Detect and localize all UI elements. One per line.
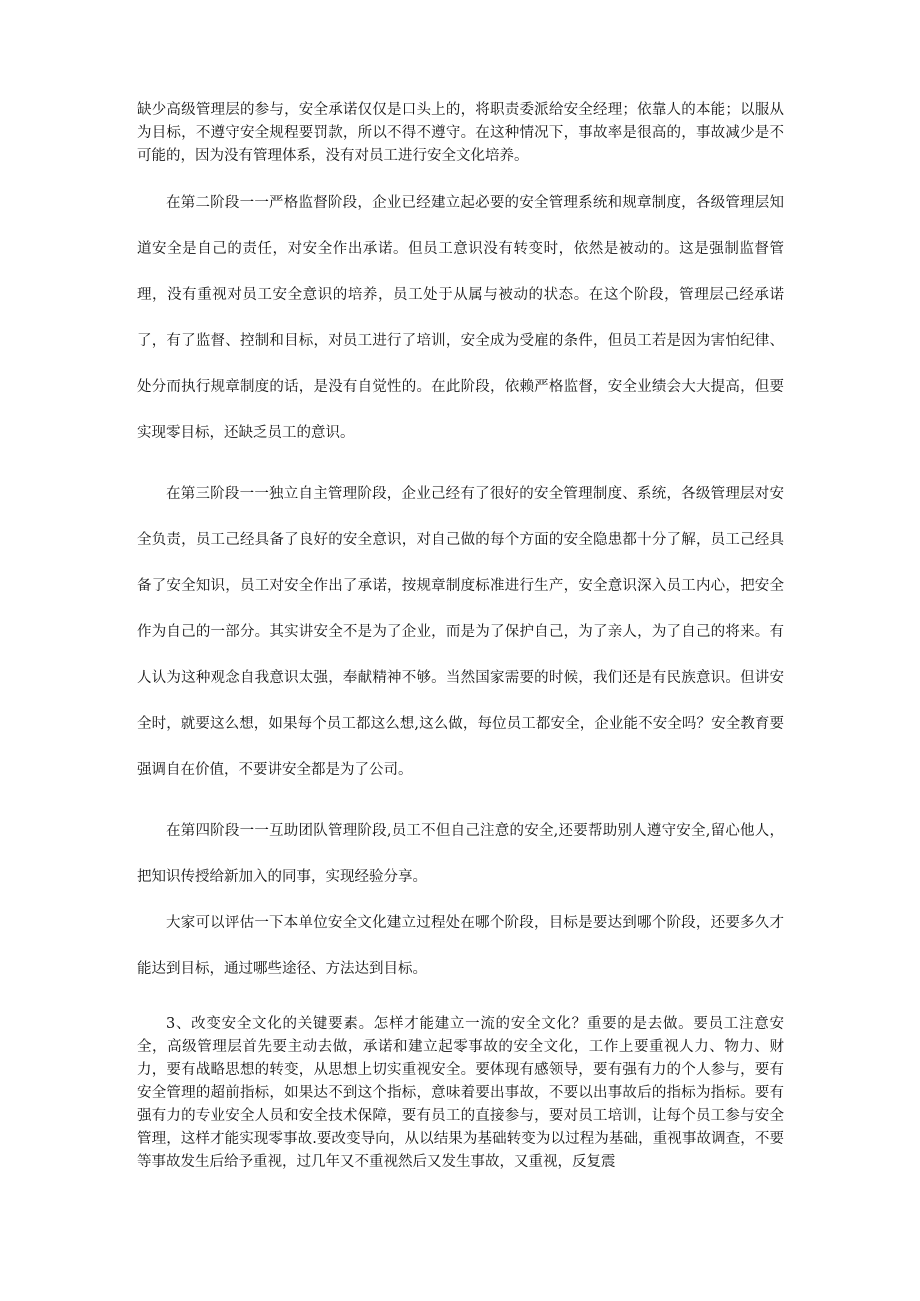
paragraph-stage-four: 在第四阶段一一互助团队管理阶段,员工不但自己注意的安全,还要帮助别人遵守安全,留心他人，把知识传授给新加入的同事，实现经验分享。: [137, 823, 784, 885]
paragraph-stage-two: 在第二阶段一一严格监督阶段，企业已经建立起必要的安全管理系统和规章制度，各级管理层知道安全是自己的责任，对安全作出承诺。但员工意识没有转变时，依然是被动的。这是强制监督管理，没有重视对员工安全意识的培养，员工处于从属与被动的状态。在这个阶段，管理层己经承诺了，有了监督、控制和目标，对员工进行了培训，安全成为受雇的条件，但员工若是因为害怕纪律、处分而执行规章制度的话，是没有自觉性的。在此阶段，依赖严格监督，安全业绩会大大提高，但要实现零目标，还缺乏员工的意识。: [137, 195, 784, 441]
paragraph-key-elements: 3、改变安全文化的关键要素。怎样才能建立一流的安全文化？重要的是去做。要员工注意安全，高级管理层首先要主动去做，承诺和建立起零事故的安全文化，工作上要重视人力、物力、财力，要有战略思想的转变，从思想上切实重视安全。要体现有感领导，要有强有力的个人参与，要有安全管理的超前指标，如果达不到这个指标，意味着要出事故，不要以出事故后的指标为指标。要有强有力的专业安全人员和安全技术保障，要有员工的直接参与，要对员工培训，让每个员工参与安全管理，这样才能实现零事故.要改变导向，从以结果为基础转变为以过程为基础，重视事故调查，不要等事故发生后给予重视，过几年又不重视然后又发生事故，又重视，反复震: [137, 1016, 784, 1170]
paragraph-stage-one-end: 缺少高级管理层的参与，安全承诺仅仅是口头上的，将职责委派给安全经理；依靠人的本能；以服从为目标，不遵守安全规程要罚款，所以不得不遵守。在这种情况下，事故率是很高的，事故减少是不可能的，因为没有管理体系，没有对员工进行安全文化培养。: [137, 102, 784, 164]
paragraph-stage-three: 在第三阶段一一独立自主管理阶段，企业己经有了很好的安全管理制度、系统，各级管理层对安全负责，员工己经具备了良好的安全意识，对自己做的每个方面的安全隐患都十分了解，员工己经具备了安全知识，员工对安全作出了承诺，按规章制度标准进行生产，安全意识深入员工内心，把安全作为自己的一部分。其实讲安全不是为了企业，而是为了保护自己，为了亲人，为了自己的将来。有人认为这种观念自我意识太强，奉献精神不够。当然国家需要的时候，我们还是有民族意识。但讲安全时，就要这么想，如果每个员工都这么想,这么做，每位员工都安全，企业能不安全吗？安全教育要强调自在价值，不要讲安全都是为了公司。: [137, 486, 784, 778]
paragraph-evaluation: 大家可以评估一下本单位安全文化建立过程处在哪个阶段，目标是要达到哪个阶段，还要多久才能达到目标，通过哪些途径、方法达到目标。: [137, 915, 784, 977]
